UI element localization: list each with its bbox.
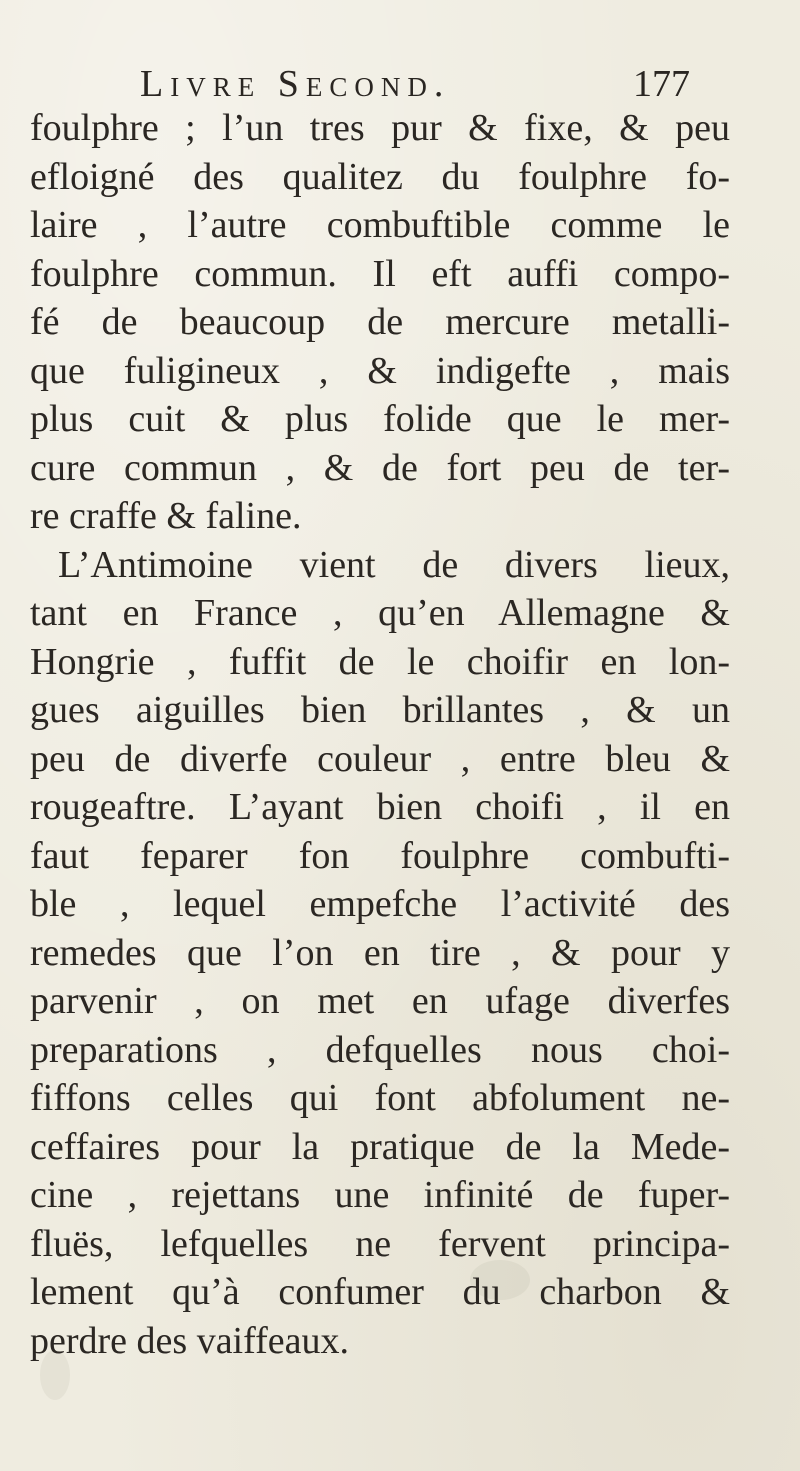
text-line: plus cuit & plus folide que le mer- (30, 398, 730, 440)
text-line: efloigné des qualitez du foulphre fo- (30, 155, 730, 198)
text-line: foulphre commun. Il eft auffi compo- (30, 252, 730, 295)
text-line: cine , rejettans une infinité de fuper- (30, 1174, 730, 1216)
text-line: rougeaftre. L’ayant bien choifi , il en (30, 786, 730, 828)
page-number: 177 (633, 63, 690, 105)
text-line: re craffe & faline. (30, 495, 302, 537)
text-line: que fuligineux , & indigefte , mais (30, 349, 730, 392)
text-line: fé de beaucoup de mercure metalli- (30, 301, 730, 343)
running-title: Livre Second. (140, 63, 451, 105)
text-line: faut feparer fon foulphre combufti- (30, 834, 730, 877)
text-line: tant en France , qu’en Allemagne & (30, 592, 730, 634)
body-text (30, 104, 730, 1365)
text-line: ceffaires pour la pratique de la Mede- (30, 1125, 730, 1168)
text-line: foulphre ; l’un tres pur & fixe, & peu (30, 107, 730, 149)
text-line: peu de diverfe couleur , entre bleu & (30, 737, 730, 780)
text-line: L’Antimoine vient de divers lieux, (58, 543, 730, 586)
text-line: fluës, lefquelles ne fervent principa- (30, 1222, 730, 1265)
text-line: fiffons celles qui font abfolument ne- (30, 1077, 730, 1119)
text-line: perdre des vaiffeaux. (30, 1319, 349, 1362)
text-line: preparations , defquelles nous choi- (30, 1028, 730, 1071)
text-line: remedes que l’on en tire , & pour y (30, 931, 730, 974)
text-line: laire , l’autre combuftible comme le (30, 204, 730, 246)
text-line: cure commun , & de fort peu de ter- (30, 446, 730, 489)
text-line: parvenir , on met en ufage diverfes (30, 980, 730, 1022)
text-line: gues aiguilles bien brillantes , & un (30, 689, 730, 731)
text-line: ble , lequel empefche l’activité des (30, 883, 730, 925)
text-line: Hongrie , fuffit de le choifir en lon- (30, 640, 730, 683)
text-line: lement qu’à confumer du charbon & (30, 1271, 730, 1313)
